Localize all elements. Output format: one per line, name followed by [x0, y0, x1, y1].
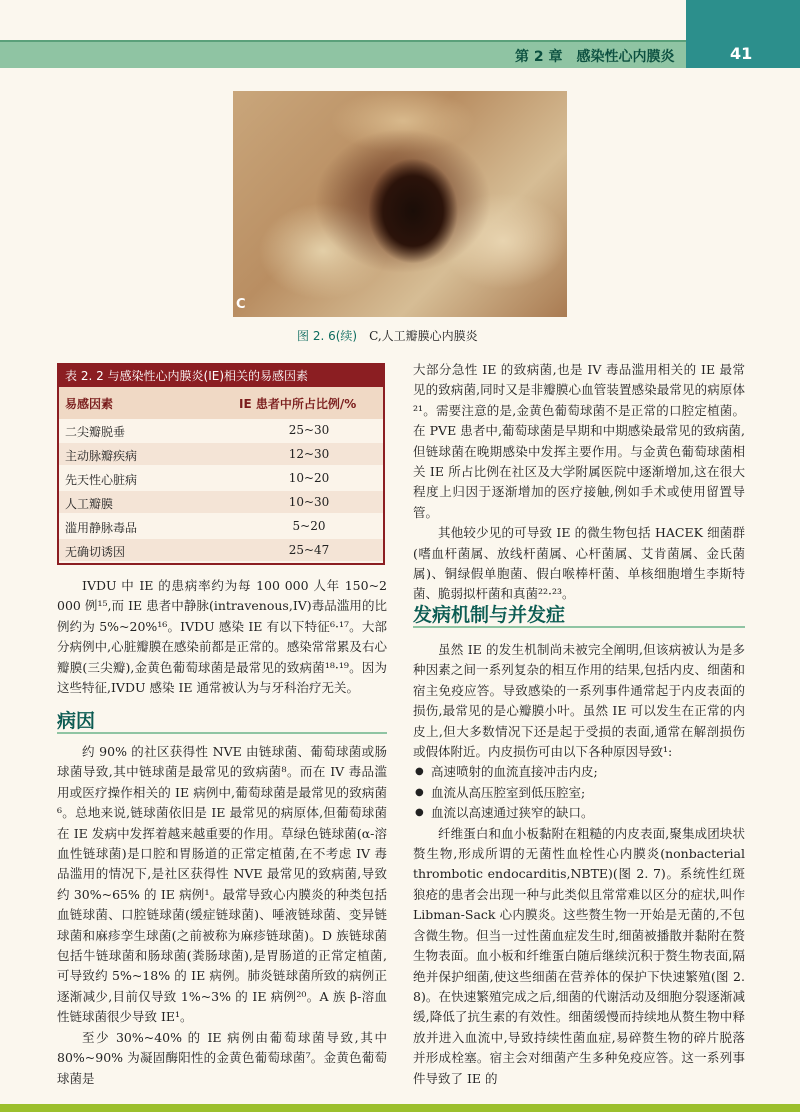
section-rule: [57, 732, 387, 734]
caption-label: 图 2. 6(续): [297, 329, 358, 343]
paragraph-etiology-2: 至少 30%~40% 的 IE 病例由葡萄球菌导致,其中 80%~90% 为凝固酶阳性的金黄色葡萄球菌⁷。金黄色葡萄球菌是: [57, 1029, 387, 1086]
page-header: [0, 0, 800, 68]
list-item: ● 血流以高速通过狭窄的缺口。: [413, 803, 745, 823]
table-cell-percent: 12~30: [288, 447, 330, 461]
paragraph-pathogenesis-2: 纤维蛋白和血小板黏附在粗糙的内皮表面,聚集成团块状赘生物,形成所谓的无菌性血栓性心内膜炎(nonbacterial thrombotic endocarditis,NBTE)(图 2. 7)。系统性红斑狼疮的患者会出现一种与此类似且常常难以区分的症状,叫作 Libman-Sack 心内膜炎。这些赘生物一开始是无菌的,不包含微生物。但当一过性菌血症发生时,细菌被播散并黏附在赘生物表面。血小板和纤维蛋白随后继续沉积于赘生物表面,隔绝并保护细菌,使这些细菌在营养体的保护下快速繁殖(图 2. 8)。在快速繁殖完成之后,细菌的代谢活动及细胞分裂逐渐减缓,降低了抗生素的有效性。细菌缓慢而持续地从赘生物中释放并进入血流中,导致持续性菌血症,易碎赘生物的碎片脱落并形成栓塞。宿主会对细菌产生多种免疫应答。这一系列事件导致了 IE 的: [413, 825, 745, 1086]
table-header-factor: 易感因素: [65, 397, 114, 411]
table-title: 表 2. 2 与感染性心内膜炎(IE)相关的易感因素: [59, 365, 383, 387]
figure-letter: C: [236, 297, 246, 312]
table-cell-percent: 25~47: [288, 543, 330, 557]
right-column-pathogenesis: [413, 640, 745, 1089]
bullet-list: [413, 762, 745, 823]
caption-text: C,人工瓣膜心内膜炎: [369, 329, 478, 343]
chapter-title: [515, 46, 675, 66]
section-heading-etiology: 病因: [57, 710, 96, 732]
left-column-intro: [57, 576, 387, 698]
table-row: [59, 443, 383, 465]
list-item: ● 高速喷射的血流直接冲击内皮;: [413, 762, 745, 782]
list-item: ● 血流从高压腔室到低压腔室;: [413, 783, 745, 803]
figure-caption: [297, 327, 478, 344]
chapter-number: 第 2 章: [515, 49, 563, 65]
table-row: [59, 467, 383, 489]
table-row: [59, 419, 383, 441]
page-number: 41: [730, 44, 753, 63]
table-cell-percent: 25~30: [288, 423, 330, 437]
section-heading-pathogenesis: 发病机制与并发症: [413, 604, 566, 626]
section-rule: [413, 626, 745, 628]
paragraph-staph-continued: 大部分急性 IE 的致病菌,也是 IV 毒品滥用相关的 IE 最常见的致病菌,同时又是非瓣膜心血管装置感染最常见的病原体²¹。需要注意的是,金黄色葡萄球菌不是正常的口腔定植菌。在 PVE 患者中,葡萄球菌是早期和中期感染最常见的致病菌,但链球菌在晚期感染中发挥主要作用。与金黄色葡萄球菌相关 IE 所占比例在社区及大学附属医院中逐渐增加,这在很大程度上归因于逐渐增加的医疗接触,例如手术或使用留置导管。: [413, 362, 745, 520]
table-header-row: [59, 387, 383, 419]
table-row: [59, 539, 383, 561]
table-cell-percent: 10~30: [288, 495, 330, 509]
table-cell-factor: 人工瓣膜: [65, 497, 114, 511]
table-cell-percent: 5~20: [292, 519, 326, 533]
table-row: [59, 491, 383, 513]
left-column-etiology: [57, 742, 387, 1089]
paragraph-etiology-1: 约 90% 的社区获得性 NVE 由链球菌、葡萄球菌或肠球菌导致,其中链球菌是最常见的致病菌⁸。而在 IV 毒品滥用或医疗操作相关的 IE 病例中,葡萄球菌是最常见的致病菌⁶。总地来说,链球菌依旧是 IE 最常见的病原体,但葡萄球菌在 IE 发病中发挥着越来越重要的作用。草绿色链球菌(α-溶血性链球菌)是口腔和胃肠道的正常定植菌,在不考虑 IV 毒品滥用的情况下,是社区获得性 NVE 最常见的致病菌,导致约 30%~65% 的 IE 病例¹。最常导致心内膜炎的种类包括血链球菌、口腔链球菌(缓症链球菌)、唾液链球菌、变异链球菌和麻疹孪生球菌(之前被称为麻疹链球菌)。D 族链球菌包括牛链球菌和肠球菌(粪肠球菌),是胃肠道的正常定植菌,可导致约 5%~18% 的 IE 病例。肺炎链球菌所致的病例正逐渐减少,目前仅导致 1%~3% 的 IE 病例²⁰。A 族 β-溶血性链球菌很少导致 IE¹。: [57, 744, 387, 1025]
table-cell-factor: 主动脉瓣疾病: [65, 449, 138, 463]
table-cell-percent: 10~20: [288, 471, 330, 485]
paragraph-pathogenesis-1: 虽然 IE 的发生机制尚未被完全阐明,但该病被认为是多种因素之间一系列复杂的相互作用的结果,包括内皮、细菌和宿主免疫应答。导致感染的一系列事件通常起于内皮表面的损伤,最常见的是心瓣膜小叶。虽然 IE 可以发生在正常的内皮上,但大多数情况下还是起于受损的表面,通常在解剖损伤或假体附近。内皮损伤可由以下各种原因导致¹:: [413, 642, 745, 760]
chapter-name: 感染性心内膜炎: [576, 49, 675, 65]
paragraph-hacek: 其他较少见的可导致 IE 的微生物包括 HACEK 细菌群(嗜血杆菌属、放线杆菌属、心杆菌属、艾肯菌属、金氏菌属)、铜绿假单胞菌、假白喉棒杆菌、单核细胞增生李斯特菌、脆弱拟杆菌和真菌²²·²³。: [413, 525, 745, 602]
right-column-top: [413, 360, 745, 605]
footer-bar: [0, 1104, 800, 1112]
table-header-percent: IE 患者中所占比例/%: [239, 397, 357, 411]
table-row: [59, 515, 383, 537]
figure-photo: [233, 91, 567, 317]
table-cell-factor: 滥用静脉毒品: [65, 521, 138, 535]
paragraph-ivdu: IVDU 中 IE 的患病率约为每 100 000 人年 150~2 000 例¹⁵,而 IE 患者中静脉(intravenous,IV)毒品滥用的比例约为 5%~20%¹⁶。IVDU 感染 IE 有以下特征⁶·¹⁷。大部分病例中,心脏瓣膜在感染前都是正常的。感染常常累及右心瓣膜(三尖瓣),金黄色葡萄球菌是最常见的致病菌¹⁸·¹⁹。因为这些特征,IVDU 感染 IE 通常被认为与牙科治疗无关。: [57, 578, 387, 696]
table-cell-factor: 无确切诱因: [65, 545, 126, 559]
risk-factor-table: [57, 363, 385, 565]
table-cell-factor: 二尖瓣脱垂: [65, 425, 126, 439]
table-cell-factor: 先天性心脏病: [65, 473, 138, 487]
